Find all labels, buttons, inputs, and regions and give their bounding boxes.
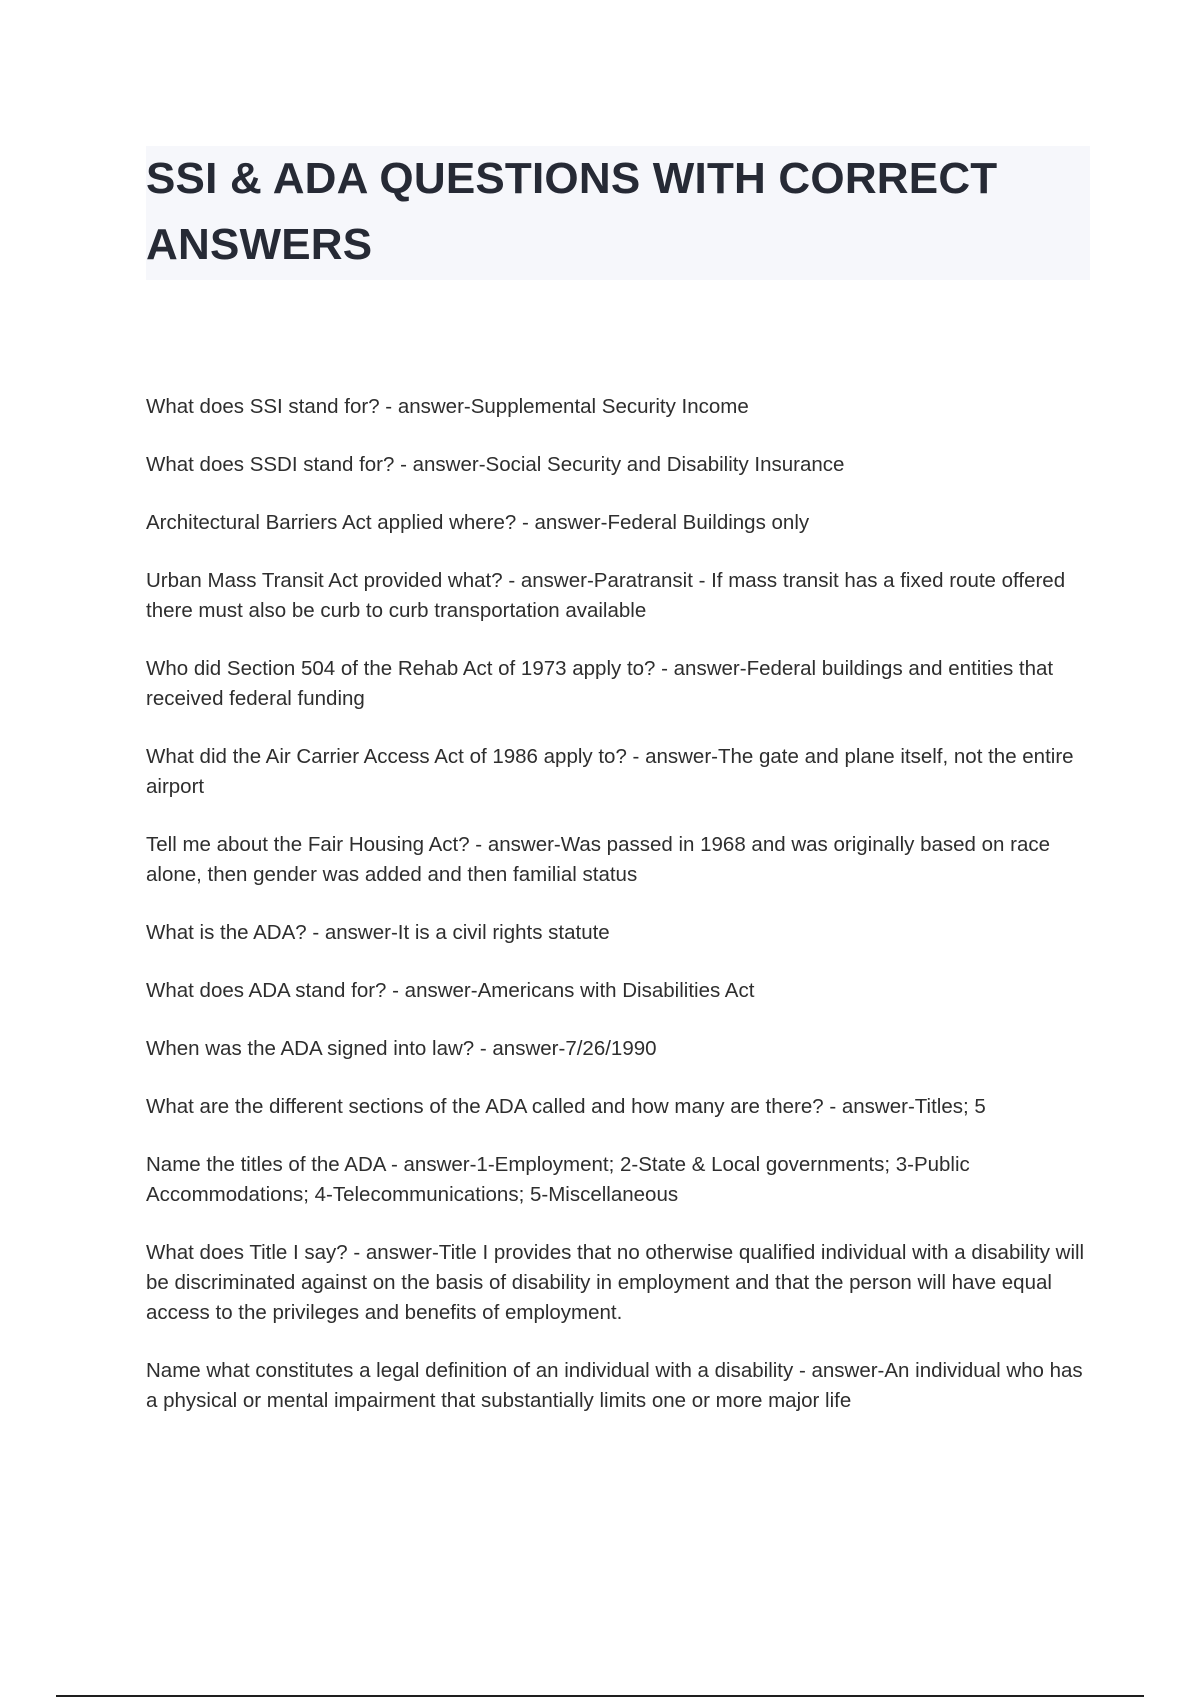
qa-item: What does ADA stand for? - answer-Americans with Disabilities Act (146, 979, 755, 1002)
qa-item: What did the Air Carrier Access Act of 1986 apply to? - answer-The gate and plane itself, not the entire airport (146, 745, 1074, 798)
qa-item: Name the titles of the ADA - answer-1-Employment; 2-State & Local governments; 3-Public Accommodations; 4-Telecommunications; 5-Miscellaneous (146, 1153, 970, 1206)
qa-item: When was the ADA signed into law? - answer-7/26/1990 (146, 1037, 657, 1060)
qa-item: Architectural Barriers Act applied where? - answer-Federal Buildings only (146, 511, 810, 534)
qa-item: What is the ADA? - answer-It is a civil rights statute (146, 921, 610, 944)
document-title: SSI & ADA QUESTIONS WITH CORRECT ANSWERS (146, 154, 998, 269)
qa-item: What does SSDI stand for? - answer-Social Security and Disability Insurance (146, 453, 845, 476)
qa-item: Tell me about the Fair Housing Act? - answer-Was passed in 1968 and was originally based on race alone, then gender was added and then familial status (146, 833, 1051, 886)
title-band (146, 146, 1090, 280)
qa-list (146, 392, 1096, 1444)
qa-item: Who did Section 504 of the Rehab Act of 1973 apply to? - answer-Federal buildings and entities that received federal funding (146, 657, 1054, 710)
qa-item: What does SSI stand for? - answer-Supplemental Security Income (146, 395, 749, 418)
qa-item: What does Title I say? - answer-Title I provides that no otherwise qualified individual with a disability will be discriminated against on the basis of disability in employment and that the person will have equal access to the privileges and benefits of employment. (146, 1241, 1085, 1324)
qa-item: Name what constitutes a legal definition of an individual with a disability - answer-An individual who has a physical or mental impairment that substantially limits one or more major life (146, 1359, 1083, 1412)
qa-item: Urban Mass Transit Act provided what? - answer-Paratransit - If mass transit has a fixed route offered there must also be curb to curb transportation available (146, 569, 1066, 622)
page-bottom-rule (56, 1695, 1144, 1697)
qa-item: What are the different sections of the ADA called and how many are there? - answer-Titles; 5 (146, 1095, 986, 1118)
